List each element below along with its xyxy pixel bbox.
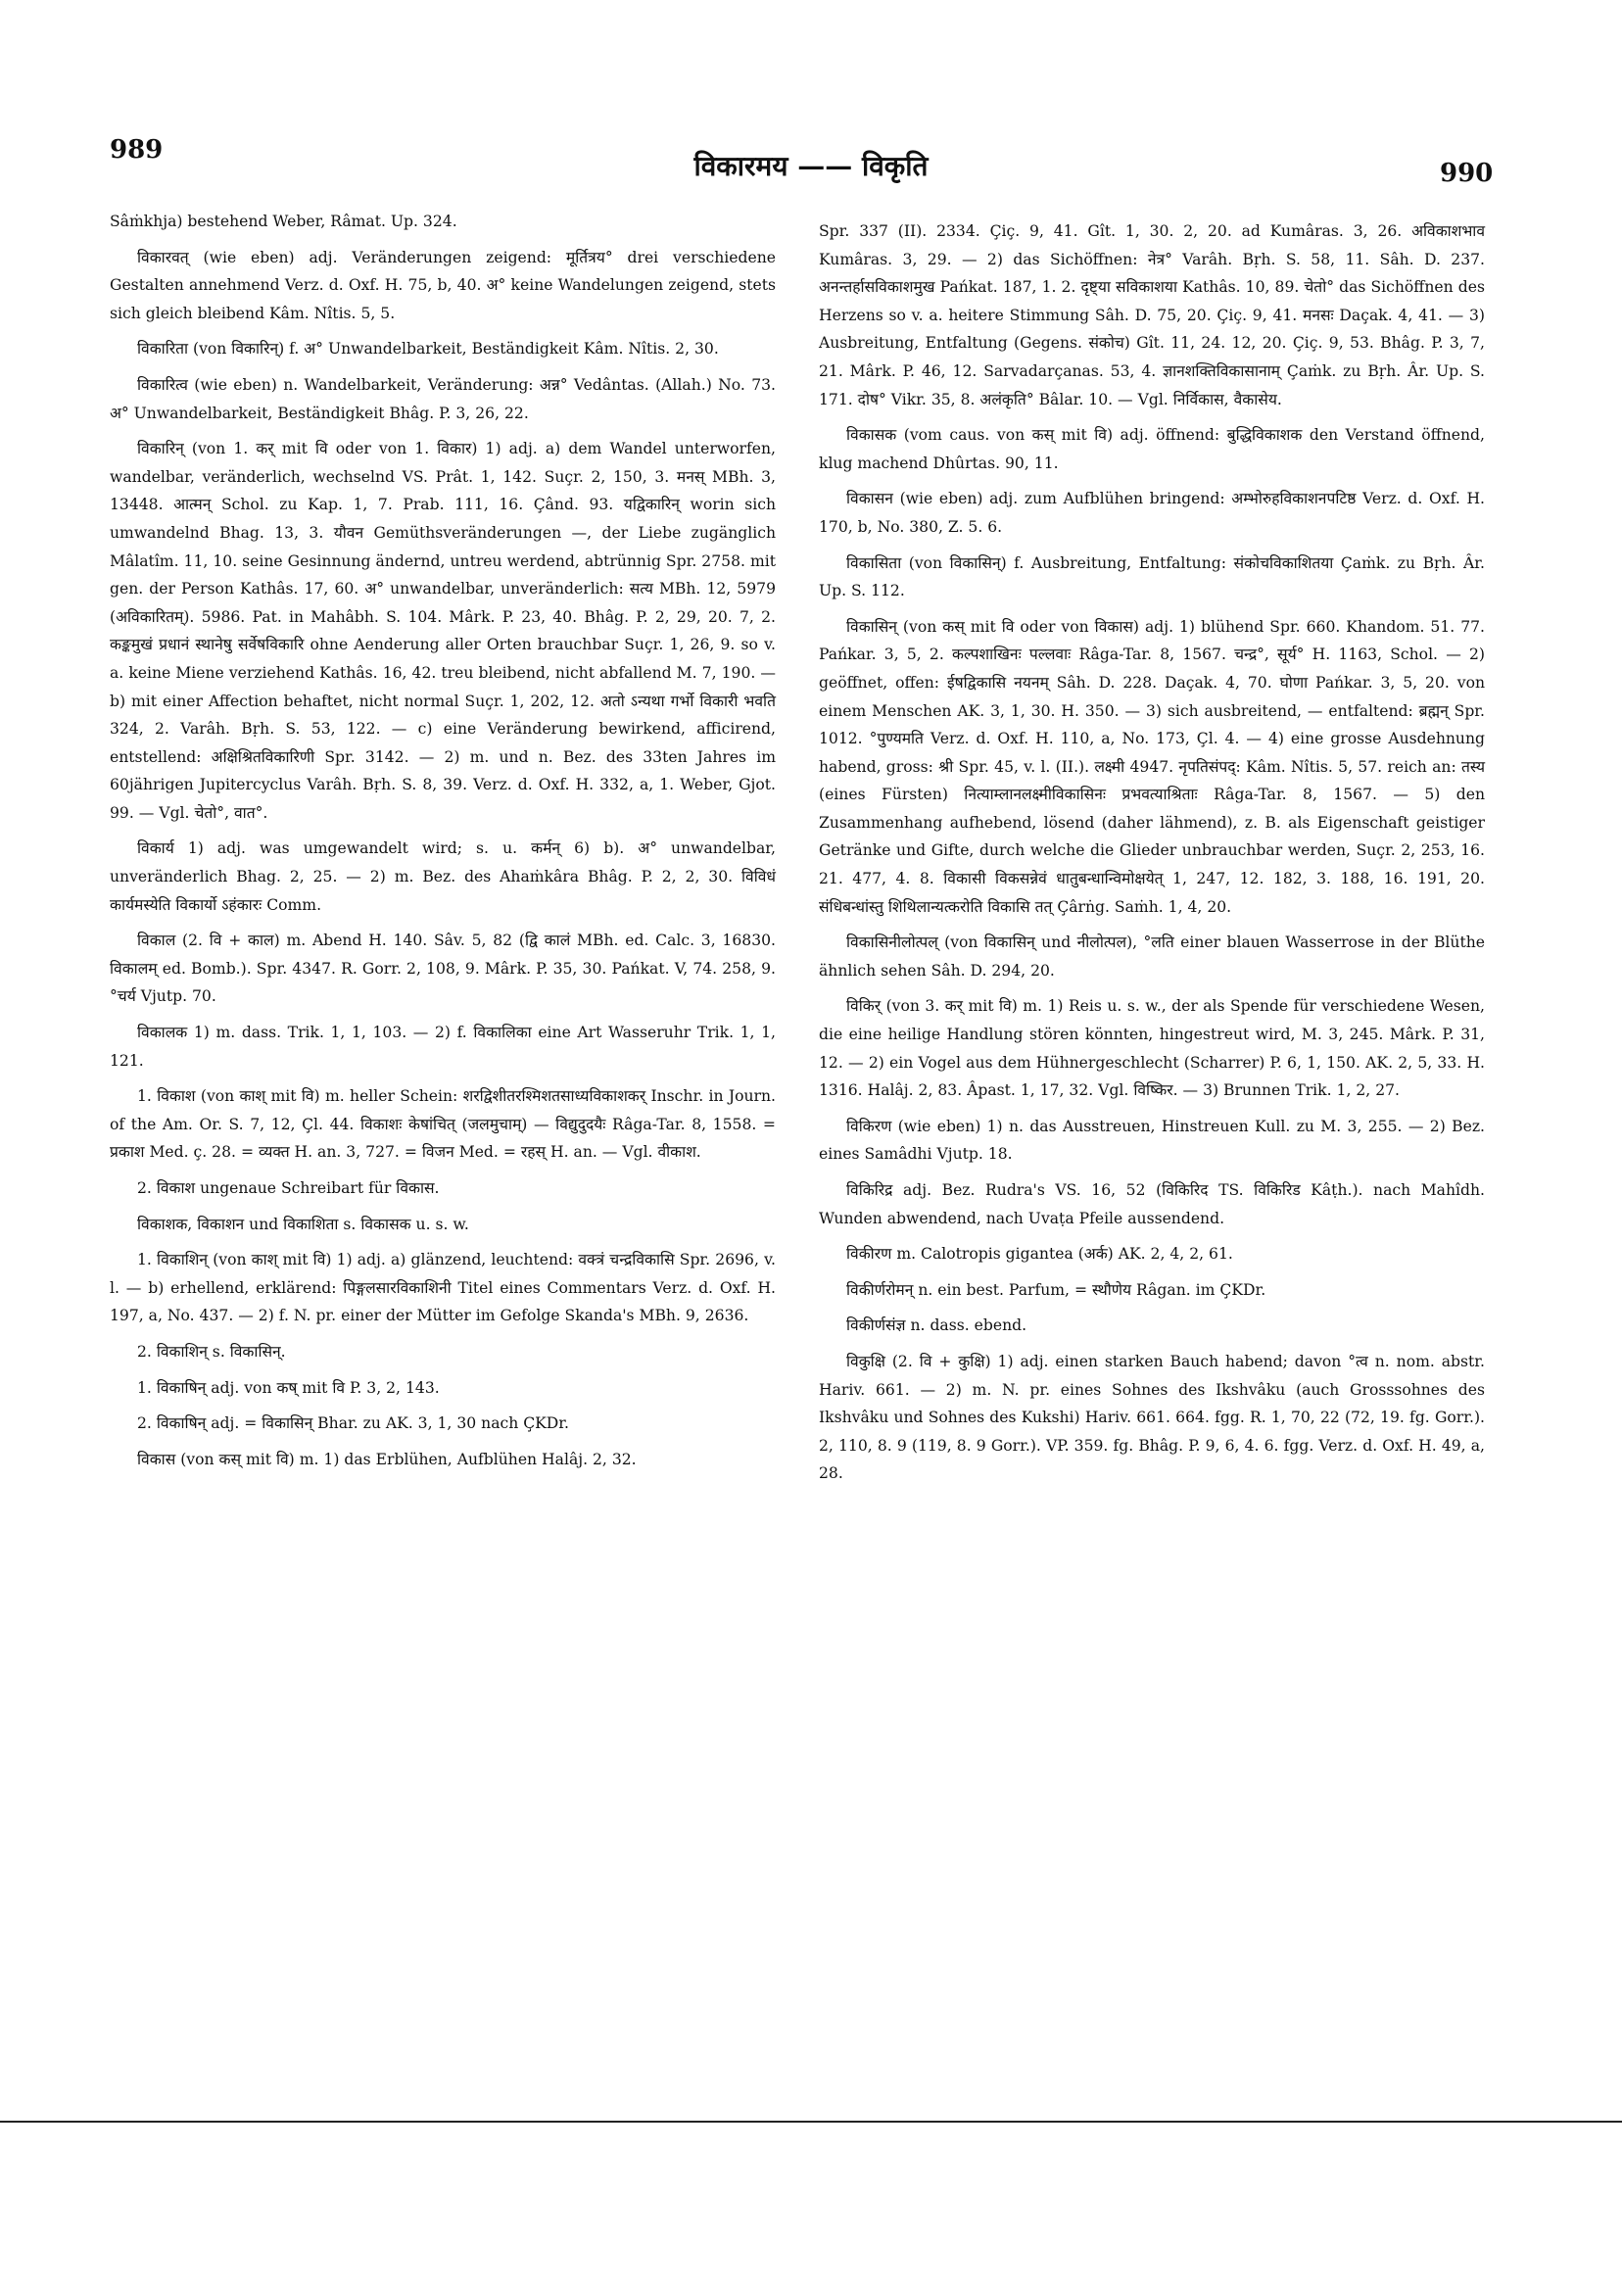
dictionary-entry: विकासिनीलोत्पल् (von विकासिन् und नीलोत्पल), °लति einer blauen Wasserrose in der Blüthe ähnlich sehen Sâh. D. 294, 20. bbox=[819, 933, 1485, 980]
dictionary-entry: 1. विकाश (von काश् mit वि) m. heller Schein: शरद्विशीतरश्मिशतसाध्यविकाशकर् Inschr. in Journ. of the Am. Or. S. 7, 12, Çl. 44. विकाशः केषांचित् (जलमुचाम्) — विद्युदुदयैः Râga-Tar. 8, 1558. = प्रकाश Med. ç. 28. = व्यक्त H. an. 3, 727. = विजन Med. = रहस् H. an. — Vgl. वीकाश. bbox=[110, 1087, 776, 1162]
dictionary-entry: विकीरण m. Calotropis gigantea (अर्क) AK. 2, 4, 2, 61. bbox=[846, 1245, 1233, 1264]
dictionary-entry: विकुक्षि (2. वि + कुक्षि) 1) adj. einen starken Bauch habend; davon °त्व n. nom. abstr. Hariv. 661. — 2) m. N. pr. eines Sohnes des Ikshvâku (auch Grosssohnes des Ikshvâku und Sohnes des Kukshi) Hariv. 661. 664. fgg. R. 1, 70, 22 (72, 19. fg. Gorr.). 2, 110, 8. 9 (119, 8. 9 Gorr.). VP. 359. fg. Bhâg. P. 9, 6, 4. 6. fgg. Verz. d. Oxf. H. 49, a, 28. bbox=[819, 1352, 1485, 1483]
dictionary-entry: विकाल (2. वि + काल) m. Abend H. 140. Sâv. 5, 82 (द्वि कालं MBh. ed. Calc. 3, 16830. विकालम् ed. Bomb.). Spr. 4347. R. Gorr. 2, 108, 9. Mârk. P. 35, 30. Pańkat. V, 74. 258, 9. °चर्य Vjutp. 70. bbox=[110, 932, 776, 1006]
dictionary-entry: विकास (von कस् mit वि) m. 1) das Erblühen, Aufblühen Halâj. 2, 32. bbox=[137, 1450, 637, 1468]
dictionary-entry: विकालक 1) m. dass. Trik. 1, 1, 103. — 2) f. विकालिका eine Art Wasseruhr Trik. 1, 1, 121. bbox=[110, 1024, 776, 1070]
left-column bbox=[110, 208, 776, 1481]
dictionary-entry: विकासन (wie eben) adj. zum Aufblühen bringend: अम्भोरुहविकाशनपटिष्ठ Verz. d. Oxf. H. 170, b, No. 380, Z. 5. 6. bbox=[819, 490, 1485, 536]
right-column bbox=[819, 217, 1485, 1496]
dictionary-entry: विकिर् (von 3. कर् mit वि) m. 1) Reis u. s. w., der als Spende für verschiedene Wesen, die eine heilige Handlung stören könnten, hingestreut wird, M. 3, 245. Mârk. P. 31, 12. — 2) ein Vogel aus dem Hühnergeschlecht (Scharrer) P. 6, 1, 150. AK. 2, 5, 33. H. 1316. Halâj. 2, 83. Âpast. 1, 17, 32. Vgl. विष्किर. — 3) Brunnen Trik. 1, 2, 27. bbox=[819, 997, 1485, 1100]
page-number-left: 989 bbox=[110, 135, 164, 165]
dictionary-entry: विकासिन् (von कस् mit वि oder von विकास) adj. 1) blühend Spr. 660. Khandom. 51. 77. Pańkar. 3, 5, 2. कल्पशाखिनः पल्लवाः Râga-Tar. 8, 1567. चन्द्र°, सूर्य° H. 1163, Schol. — 2) geöffnet, offen: ईषद्विकासि नयनम् Sâh. D. 228. Daçak. 4, 70. घोणा Pańkar. 3, 5, 20. von einem Menschen AK. 3, 1, 30. H. 350. — 3) sich ausbreitend, — entfaltend: ब्रह्मन् Spr. 1012. °पुण्यमति Verz. d. Oxf. H. 110, a, No. 173, Çl. 4. — 4) eine grosse Ausdehnung habend, gross: श्री Spr. 45, v. l. (II.). लक्ष्मी 4947. नृपतिसंपद्: Kâm. Nîtis. 5, 57. reich an: तस्य (eines Fürsten) नित्याम्लानलक्ष्मीविकासिनः प्रभवत्याश्रिताः Râga-Tar. 8, 1567. — 5) den Zusammenhang aufhebend, lösend (daher lähmend), z. B. als Eigenschaft geistiger Getränke und Gifte, durch welche die Glieder unbrauchbar werden, Suçr. 2, 253, 16. 21. 477, 4. 8. विकासी विकसन्नेवं धातुबन्धान्विमोक्षयेत् 1, 247, 12. 182, 3. 188, 16. 191, 20. संधिबन्धांस्तु शिथिलान्यत्करोति विकासि तत् Çârṅg. Saṁh. 1, 4, 20. bbox=[819, 617, 1485, 916]
dictionary-entry: 2. विकाशिन् s. विकासिन्. bbox=[137, 1342, 286, 1361]
dictionary-entry: विकीर्णसंज्ञ n. dass. ebend. bbox=[846, 1316, 1027, 1335]
dictionary-entry: विकाशक, विकाशन und विकाशिता s. विकासक u. s. w. bbox=[137, 1215, 469, 1233]
dictionary-entry: विकारित्व (wie eben) n. Wandelbarkeit, Veränderung: अन्न° Vedântas. (Allah.) No. 73. अ° Unwandelbarkeit, Beständigkeit Bhâg. P. 3, 26, 22. bbox=[110, 375, 776, 422]
dictionary-entry: 1. विकाषिन् adj. von कष् mit वि P. 3, 2, 143. bbox=[137, 1378, 440, 1397]
dictionary-entry: विकार्य 1) adj. was umgewandelt wird; s. u. कर्मन् 6) b). अ° unwandelbar, unveränderlich Bhag. 2, 25. — 2) m. Bez. des Ahaṁkâra Bhâg. P. 2, 2, 30. विविधं कार्यमस्येति विकार्यो ऽहंकारः Comm. bbox=[110, 839, 776, 914]
dictionary-entry: विकिरण (wie eben) 1) n. das Ausstreuen, Hinstreuen Kull. zu M. 3, 255. — 2) Bez. eines Samâdhi Vjutp. 18. bbox=[819, 1117, 1485, 1164]
dictionary-entry: 2. विकाषिन् adj. = विकासिन् Bhar. zu AK. 3, 1, 30 nach ÇKDr. bbox=[137, 1414, 570, 1433]
bottom-rule bbox=[0, 2121, 1622, 2123]
dictionary-entry: 1. विकाशिन् (von काश् mit वि) 1) adj. a) glänzend, leuchtend: वक्त्रं चन्द्रविकासि Spr. 2696, v. l. — b) erhellend, erklärend: पिङ्गलसारविकाशिनी Titel eines Commentars Verz. d. Oxf. H. 197, a, No. 437. — 2) f. N. pr. einer der Mütter im Gefolge Skanda's MBh. 9, 2636. bbox=[110, 1251, 776, 1325]
dictionary-entry: 2. विकाश ungenaue Schreibart für विकास. bbox=[137, 1179, 440, 1197]
dictionary-entry: विकारवत् (wie eben) adj. Veränderungen zeigend: मूर्तित्रय° drei verschiedene Gestalten annehmend Verz. d. Oxf. H. 75, b, 40. अ° keine Wandelungen zeigend, stets sich gleich bleibend Kâm. Nîtis. 5, 5. bbox=[110, 248, 776, 322]
dictionary-entry: विकिरिद्र adj. Bez. Rudra's VS. 16, 52 (विकिरिद TS. विकिरिड Kâṭh.). nach Mahîdh. Wunden abwendend, nach Uvaṭa Pfeile aussendend. bbox=[819, 1181, 1485, 1227]
dictionary-entry: विकीर्णरोमन् n. ein best. Parfum, = स्थौणेय Râgan. im ÇKDr. bbox=[846, 1280, 1266, 1299]
dictionary-entry: Spr. 337 (II). 2334. Çiç. 9, 41. Gît. 1, 30. 2, 20. ad Kumâras. 3, 26. अविकाशभाव Kumâras. 3, 29. — 2) das Sichöffnen: नेत्र° Varâh. Bṛh. S. 58, 11. Sâh. D. 237. अनन्तर्हासविकाशमुख Pańkat. 187, 1. 2. दृष्ट्या सविकाशया Kathâs. 10, 89. चेतो° das Sichöffnen des Herzens so v. a. heitere Stimmung Sâh. D. 75, 20. Çiç. 9, 41. मनसः Daçak. 4, 41. — 3) Ausbreitung, Entfaltung (Gegens. संकोच) Gît. 11, 24. 12, 20. Çiç. 9, 53. Bhâg. P. 3, 7, 21. Mârk. P. 46, 12. Sarvadarçanas. 53, 4. ज्ञानशक्तिविकासानाम् Çaṁk. zu Bṛh. Âr. Up. S. 171. दोष° Vikr. 35, 8. अलंकृति° Bâlar. 10. — Vgl. निर्विकास, वैकासेय. bbox=[819, 222, 1485, 408]
dictionary-entry: विकासिता (von विकासिन्) f. Ausbreitung, Entfaltung: संकोचविकाशितया Çaṁk. zu Bṛh. Âr. Up. S. 112. bbox=[819, 553, 1485, 600]
dictionary-entry: विकारिन् (von 1. कर् mit वि oder von 1. विकार) 1) adj. a) dem Wandel unterworfen, wandelbar, veränderlich, wechselnd VS. Prât. 1, 142. Suçr. 2, 150, 3. मनस् MBh. 3, 13448. आत्मन् Schol. zu Kap. 1, 7. Prab. 111, 16. Çând. 93. यद्विकारिन् worin sich umwandelnd Bhag. 13, 3. यौवन Gemüthsveränderungen —, der Liebe zugänglich Mâlatîm. 11, 10. seine Gesinnung ändernd, untreu werdend, abtrünnig Spr. 2758. mit gen. der Person Kathâs. 17, 60. अ° unwandelbar, unveränderlich: सत्य MBh. 12, 5979 (अविकारितम्). 5986. Pat. in Mahâbh. S. 104. Mârk. P. 23, 40. Bhâg. P. 2, 29, 20. 7, 2. कङ्कमुखं प्रधानं स्थानेषु सर्वेषविकारि ohne Aenderung aller Orten brauchbar Suçr. 1, 26, 9. so v. a. keine Miene verziehend Kathâs. 16, 42. treu bleibend, nicht abfallend M. 7, 190. — b) mit einer Affection behaftet, nicht normal Suçr. 1, 202, 12. अतो ऽन्यथा गर्भो विकारी भवति 324, 2. Varâh. Bṛh. S. 53, 122. — c) eine Veränderung bewirkend, afficirend, entstellend: अक्षिश्रितविकारिणी Spr. 3142. — 2) m. und n. Bez. des 33ten Jahres im 60jährigen Jupitercyclus Varâh. Bṛh. S. 8, 39. Verz. d. Oxf. H. 332, a, 1. Weber, Gjot. 99. — Vgl. चेतो°, वात°. bbox=[110, 440, 776, 822]
dictionary-entry: विकासक (vom caus. von कस् mit वि) adj. öffnend: बुद्धिविकाशक den Verstand öffnend, klug machend Dhûrtas. 90, 11. bbox=[819, 426, 1485, 472]
dictionary-entry: Sâṁkhja) bestehend Weber, Râmat. Up. 324. bbox=[110, 213, 457, 230]
dictionary-entry: विकारिता (von विकारिन्) f. अ° Unwandelbarkeit, Beständigkeit Kâm. Nîtis. 2, 30. bbox=[137, 340, 719, 359]
running-head: विकारमय —— विकृति bbox=[693, 150, 929, 182]
page-number-right: 990 bbox=[1440, 159, 1494, 188]
